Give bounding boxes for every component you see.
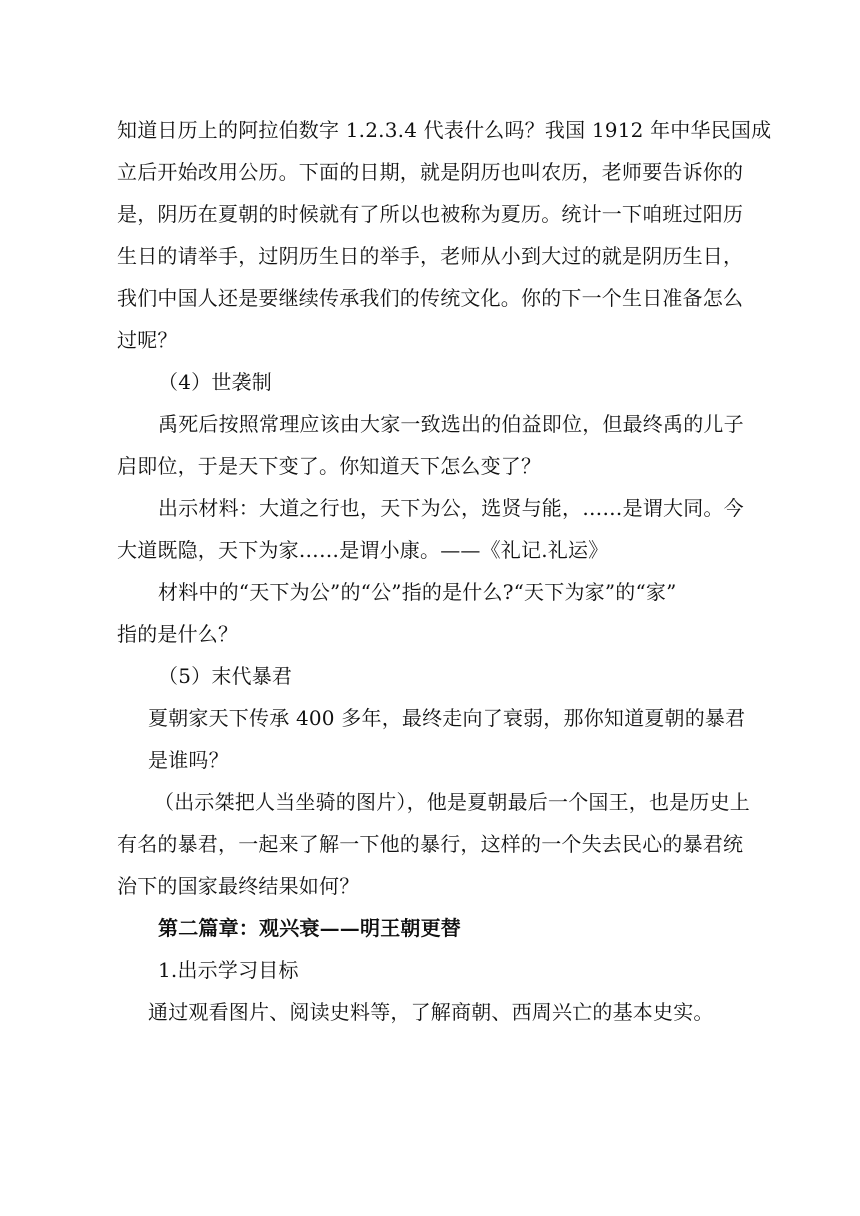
paragraph-line: 我们中国人还是要继续传承我们的传统文化。你的下一个生日准备怎么 <box>117 286 744 310</box>
paragraph-line: 知道日历上的阿拉伯数字 1.2.3.4 代表什么吗？我国 1912 年中华民国成 <box>117 118 772 142</box>
paragraph-line: （出示桀把人当坐骑的图片），他是夏朝最后一个国王，也是历史上 <box>154 790 750 814</box>
paragraph-line: 大道既隐，天下为家……是谓小康。——《礼记.礼运》 <box>117 538 609 562</box>
list-item: 1.出示学习目标 <box>158 958 299 982</box>
paragraph-line: 生日的请举手，过阴历生日的举手，老师从小到大过的就是阴历生日， <box>117 244 744 268</box>
paragraph-line: 启即位，于是天下变了。你知道天下怎么变了？ <box>117 454 542 478</box>
paragraph-line: 材料中的“天下为公”的“公”指的是什么?“天下为家”的“家” <box>158 580 677 604</box>
paragraph-line: 立后开始改用公历。下面的日期，就是阴历也叫农历，老师要告诉你的 <box>117 160 744 184</box>
section-heading-5: （5）末代暴君 <box>158 664 293 688</box>
paragraph-line: 是谁吗？ <box>148 748 229 772</box>
paragraph-line: 治下的国家最终结果如何？ <box>117 874 360 898</box>
paragraph-line: 指的是什么？ <box>117 622 239 646</box>
paragraph-line: 禹死后按照常理应该由大家一致选出的伯益即位，但最终禹的儿子 <box>158 412 744 436</box>
paragraph-line: 有名的暴君，一起来了解一下他的暴行，这样的一个失去民心的暴君统 <box>117 832 744 856</box>
paragraph-line: 是，阴历在夏朝的时候就有了所以也被称为夏历。统计一下咱班过阳历 <box>117 202 744 226</box>
chapter-heading: 第二篇章：观兴衰——明王朝更替 <box>158 916 461 940</box>
paragraph-line: 过呢？ <box>117 328 178 352</box>
section-heading-4: （4）世袭制 <box>158 370 272 394</box>
paragraph-line: 夏朝家天下传承 400 多年，最终走向了衰弱，那你知道夏朝的暴君 <box>148 706 746 730</box>
paragraph-line: 通过观看图片、阅读史料等，了解商朝、西周兴亡的基本史实。 <box>148 1000 714 1024</box>
paragraph-line: 出示材料：大道之行也，天下为公，选贤与能，……是谓大同。今 <box>158 496 744 520</box>
